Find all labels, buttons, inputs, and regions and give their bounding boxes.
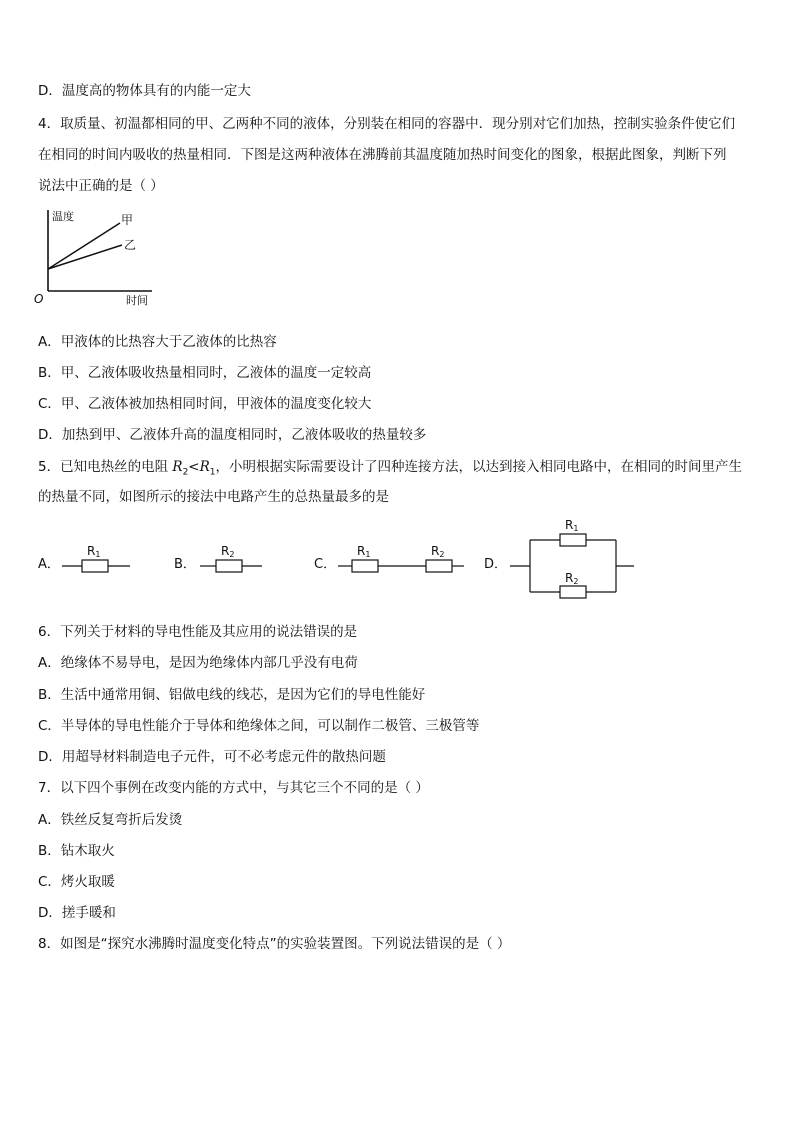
svg-text:R1: R1 xyxy=(87,544,101,559)
q3-option-d: D．温度高的物体具有的内能一定大 xyxy=(38,83,251,99)
svg-text:R1: R1 xyxy=(565,518,579,533)
circuit-d-diagram xyxy=(508,514,638,600)
q7-option-d: D．搓手暖和 xyxy=(38,905,116,921)
q6-option-d: D．用超导材料制造电子元件，可不必考虑元件的散热问题 xyxy=(38,749,386,765)
q6-option-a: A．绝缘体不易导电，是因为绝缘体内部几乎没有电荷 xyxy=(38,655,358,671)
q6-option-b: B．生活中通常用铜、铝做电线的线芯，是因为它们的导电性能好 xyxy=(38,687,426,703)
q7-option-c: C．烤火取暖 xyxy=(38,874,115,890)
circuit-a-diagram xyxy=(60,540,132,576)
q8-stem: 8．如图是“探究水沸腾时温度变化特点”的实验装置图。下列说法错误的是（ ） xyxy=(38,936,511,952)
resistor-r2 xyxy=(216,560,242,572)
resistor-r2 xyxy=(560,586,586,598)
circuit-c-label: C． xyxy=(314,557,337,572)
circuit-b-label: B． xyxy=(174,557,196,572)
q4-option-c: C．甲、乙液体被加热相同时间，甲液体的温度变化较大 xyxy=(38,396,372,412)
svg-text:R2: R2 xyxy=(565,571,579,586)
q7-option-b: B．钻木取火 xyxy=(38,843,115,859)
circuit-b-diagram xyxy=(198,540,264,576)
q4-stem-line-3: 说法中正确的是（ ） xyxy=(38,178,164,194)
temperature-time-graph xyxy=(30,205,160,310)
q7-option-a: A．铁丝反复弯折后发烫 xyxy=(38,812,183,828)
x-axis-label: 时间 xyxy=(126,294,148,307)
svg-text:R2: R2 xyxy=(221,544,235,559)
circuit-a-label: A． xyxy=(38,557,60,572)
series-yi-line xyxy=(48,245,122,269)
circuit-c-diagram xyxy=(336,540,466,576)
q4-option-a: A．甲液体的比热容大于乙液体的比热容 xyxy=(38,334,277,350)
origin-label: O xyxy=(34,292,44,306)
q6-stem: 6．下列关于材料的导电性能及其应用的说法错误的是 xyxy=(38,624,358,640)
series-jia-label: 甲 xyxy=(121,213,134,227)
resistor-r2 xyxy=(426,560,452,572)
series-yi-label: 乙 xyxy=(124,238,137,252)
y-axis-label: 温度 xyxy=(52,210,74,223)
q4-option-d: D．加热到甲、乙液体升高的温度相同时，乙液体吸收的热量较多 xyxy=(38,427,427,443)
svg-text:R1: R1 xyxy=(357,544,371,559)
q7-stem: 7．以下四个事例在改变内能的方式中，与其它三个不同的是（ ） xyxy=(38,780,429,796)
q4-option-b: B．甲、乙液体吸收热量相同时，乙液体的温度一定较高 xyxy=(38,365,372,381)
series-jia-line xyxy=(48,223,120,269)
resistor-r1 xyxy=(82,560,108,572)
q4-stem-line-1: 4．取质量、初温都相同的甲、乙两种不同的液体，分别装在相同的容器中．现分别对它们加热，控制实验条件使它们 xyxy=(38,116,736,132)
resistor-r1 xyxy=(560,534,586,546)
circuit-d-label: D． xyxy=(484,557,508,572)
q4-stem-line-2: 在相同的时间内吸收的热量相同．下图是这两种液体在沸腾前其温度随加热时间变化的图象，根据此图象，判断下列 xyxy=(38,147,727,163)
svg-text:R2: R2 xyxy=(431,544,445,559)
q6-option-c: C．半导体的导电性能介于导体和绝缘体之间，可以制作二极管、三极管等 xyxy=(38,718,480,734)
resistor-r1 xyxy=(352,560,378,572)
q5-stem-line-2: 的热量不同，如图所示的接法中电路产生的总热量最多的是 xyxy=(38,489,389,505)
q5-stem-line-1: 5．已知电热丝的电阻 $R_2<R_1$，小明根据实际需要设计了四种连接方法，以达到接入相同电路中，在相同的时间里产生 xyxy=(38,459,743,478)
